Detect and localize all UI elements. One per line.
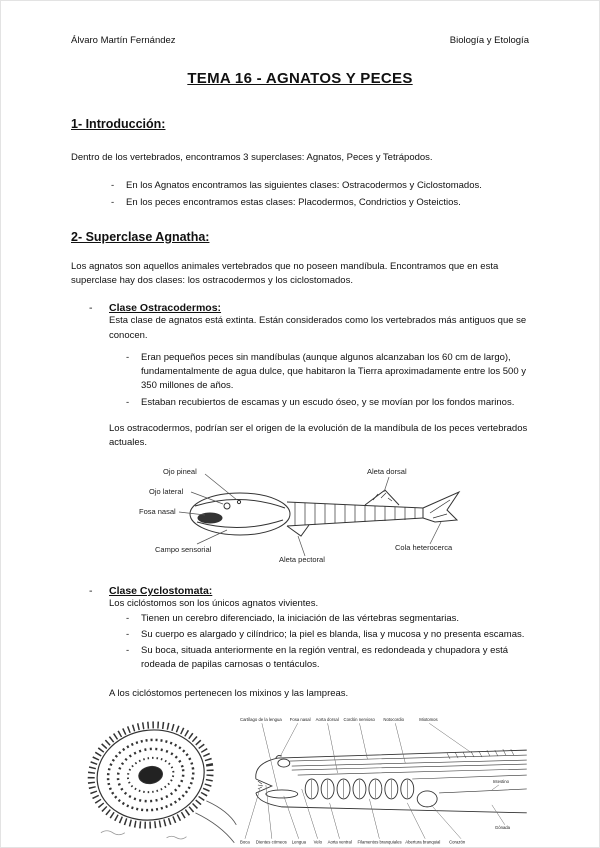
figure-label: Campo sensorial [155,545,212,555]
ostracoderm-figure [135,458,465,573]
figure-label: Aorta ventral [327,839,353,845]
figure-label: Boca [240,839,250,845]
figure-label: Aorta dorsal [315,717,339,723]
cyclostomata-text-2: A los ciclóstomos pertenecen los mixinos y las lampreas. [109,687,349,699]
section-1-intro: Dentro de los vertebrados, encontramos 3 superclases: Agnatos, Peces y Tetrápodos. [71,152,433,163]
figure-label: Fosa nasal [290,717,311,723]
list-item-text: - Tienen un cerebro diferenciado, la iniciación de las vértebras segmentarias. [141,612,460,624]
ostracodermos-heading: - Clase Ostracodermos: [109,302,222,315]
figure-label: Ojo pineal [163,467,197,477]
section-1-list [111,179,529,210]
list-item-text: - Su cuerpo es alargado y cilíndrico; la piel es blanda, lisa y mucosa y no presenta escamas. [141,628,525,640]
list-item [126,351,529,394]
list-item [126,612,529,626]
list-item-text: - Eran pequeños peces sin mandíbulas (aunque algunos alcanzaban los 60 cm de largo), fundamentalmente de agua dulce, que habitaron la Tierra aproximadamente entre los 500 y 350 millones de años. [141,351,526,392]
section-1-heading: 1- Introducción: [71,117,166,131]
figure-label: Miotomos [419,717,438,723]
list-item [126,628,529,642]
subsection-cyclostomata [89,585,529,701]
ostracodermos-heading-row [89,302,529,314]
figure-label: Fosa nasal [139,507,176,517]
ostracodermos-text-1: Esta clase de agnatos está extinta. Están considerados como los vertebrados más antiguos que se conocen. [109,315,527,341]
figure-label: Cola heterocerca [395,543,453,553]
cyclostomata-text-1: Los ciclóstomos son los únicos agnatos vivientes. [109,598,319,610]
figure-label: Gónada [495,824,511,830]
cyclostomata-body [109,597,529,701]
figure-label: Intestino [493,778,510,784]
figure-label: Cordón nervioso [343,717,376,723]
subsection-ostracodermos [89,302,529,450]
figure-label: Corazón [449,839,466,845]
cyclostomata-heading-row [89,585,529,597]
section-2-intro: Los agnatos son aquellos animales vertebrados que no poseen mandíbula. Encontramos que en esta superclase hay dos clases: los ostracodermos y los ciclostomados. [71,260,499,286]
figure-label: Cartílago de la lengua [240,717,283,723]
cyclostomata-heading: - Clase Cyclostomata: [109,585,213,598]
ostracodermos-text-2: Los ostracodermos, podrían ser el origen de la evolución de la mandíbula de los peces vertebrados actuales. [109,422,528,448]
lamprey-mouth-figure [71,713,238,845]
list-item-text: - En los peces encontramos estas clases: Placodermos, Condrictios y Osteictios. [126,196,461,208]
page-header [71,35,529,46]
figure-label: Abertura branquial [405,839,441,845]
figure-label: Filamentos branquiales [357,839,402,845]
lamprey-anatomy-figure [238,713,529,848]
bottom-figures-row [71,713,529,848]
list-item [126,396,529,410]
list-item-text: - Su boca, situada anteriormente en la región ventral, es redondeada y chupadora y está rodeada de papilas carnosas o tentáculos. [141,645,509,671]
header-course: Biología y Etología [449,35,529,46]
figure-label: Notocordio [383,717,405,723]
list-item-text: - Estaban recubiertos de escamas y un escudo óseo, y se movían por los fondos marinos. [141,396,515,408]
list-item [126,644,529,673]
document-title: TEMA 16 - AGNATOS Y PECES [187,70,413,87]
list-item [111,179,529,193]
figure-label: Dientes córneos [256,839,288,845]
list-item [111,196,529,210]
section-2-heading: 2- Superclase Agnatha: [71,229,210,244]
list-item-text: - En los Agnatos encontramos las siguientes clases: Ostracodermos y Ciclostomados. [126,180,482,192]
ostracodermos-body [109,314,529,450]
header-author: Álvaro Martín Fernández [71,35,176,46]
figure-label: Aleta pectoral [279,555,325,565]
figure-label: Lengua [292,839,307,845]
figure-label: Velo [313,839,323,845]
figure-label: Aleta dorsal [367,467,407,477]
figure-label: Ojo lateral [149,487,184,497]
ostracoderm-drawing [135,458,465,568]
